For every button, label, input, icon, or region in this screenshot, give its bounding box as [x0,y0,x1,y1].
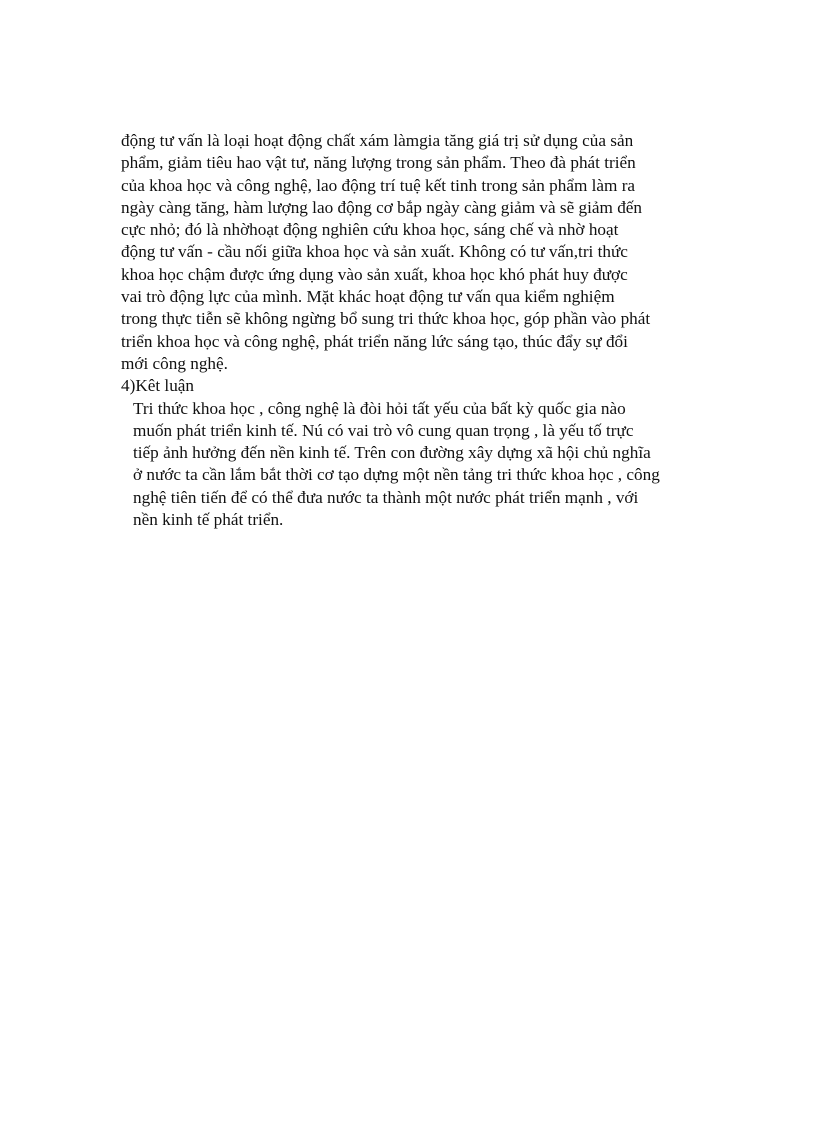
text-line: động tư vấn là loại hoạt động chất xám làmgia tăng giá trị sử dụng của sản [121,131,634,150]
text-line: động tư vấn - cầu nối giữa khoa học và sản xuất. Không có tư vấn,tri thức [121,242,628,262]
text-line: nghệ tiên tiến để có thể đưa nước ta thành một nước phát triển mạnh , với [133,487,639,507]
text-line: triển khoa học và công nghệ, phát triển năng lức sáng tạo, thúc đẩy sự đổi [121,331,628,351]
section-heading-conclusion: 4)Kêt luận [121,376,195,396]
text-line: mới công nghệ. [121,353,228,373]
text-line: trong thực tiễn sẽ không ngừng bổ sung tri thức khoa học, góp phần vào phát [121,309,651,329]
text-line: nền kinh tế phát triển. [133,510,284,530]
text-line: ở nước ta cần lắm bắt thời cơ tạo dựng một nền tảng tri thức khoa học , công [133,465,660,485]
text-line: vai trò động lực của mình. Mặt khác hoạt động tư vấn qua kiểm nghiệm [121,287,615,307]
text-line: muốn phát triển kinh tế. Nú có vai trò vô cung quan trọng , là yếu tố trực [133,420,634,440]
text-line: cực nhỏ; đó là nhờhoạt động nghiên cứu khoa học, sáng chế và nhờ hoạt [121,220,619,240]
text-line: ngày càng tăng, hàm lượng lao động cơ bắp ngày càng giảm và sẽ giảm đến [121,197,643,217]
paragraph-conclusion [121,398,706,532]
paragraph-consulting [121,130,706,375]
document-body [121,130,706,531]
text-line: của khoa học và công nghệ, lao động trí tuệ kết tinh trong sản phẩm làm ra [121,175,636,195]
text-line: phẩm, giảm tiêu hao vật tư, năng lượng trong sản phẩm. Theo đà phát triển [121,153,636,173]
text-line: tiếp ảnh hưởng đến nền kinh tế. Trên con đường xây dựng xã hội chủ nghĩa [133,443,651,463]
text-line: Tri thức khoa học , công nghệ là đòi hỏi tất yếu của bất kỳ quốc gia nào [133,398,626,418]
text-line: khoa học chậm được ứng dụng vào sản xuất, khoa học khó phát huy được [121,264,628,284]
